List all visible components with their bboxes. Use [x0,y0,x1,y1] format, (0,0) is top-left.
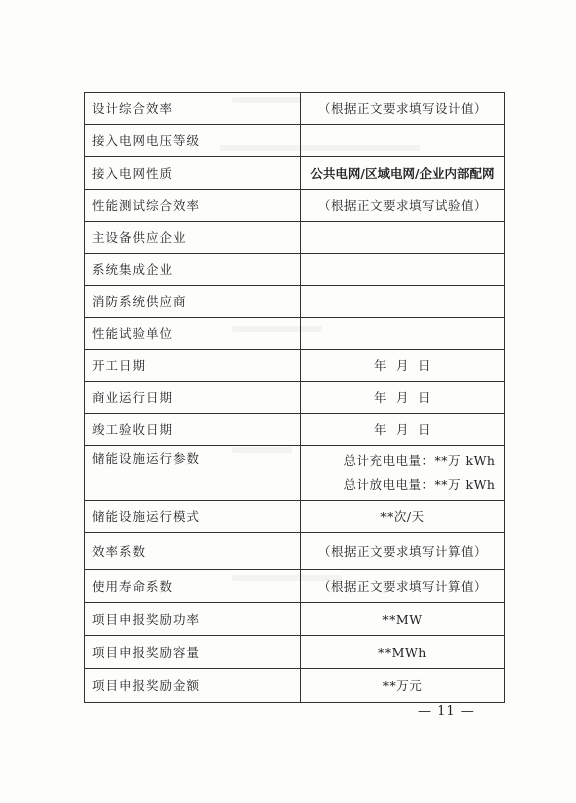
row-label: 开工日期 [85,350,301,382]
table-row [85,318,505,350]
table-row [85,222,505,254]
row-label: 接入电网电压等级 [85,125,301,157]
table-row [85,603,505,636]
row-label: 设计综合效率 [85,93,301,125]
row-label: 项目申报奖励功率 [85,603,301,636]
table-row [85,570,505,603]
row-value: **次/天 [301,501,505,533]
discharge-energy-line: 总计放电电量：**万 kWh [343,477,496,492]
row-value: **万元 [301,669,505,703]
table-row [85,501,505,533]
page-number: — 11 — [418,704,475,719]
table-row [85,93,505,125]
table-row [85,414,505,446]
table-row [85,157,505,190]
row-value: （根据正文要求填写计算值） [301,533,505,570]
row-label: 效率系数 [85,533,301,570]
row-label: 系统集成企业 [85,254,301,286]
row-value [301,222,505,254]
row-value [301,286,505,318]
row-value [301,254,505,286]
row-label: 接入电网性质 [85,157,301,190]
row-value: 年 月 日 [301,414,505,446]
row-label: 消防系统供应商 [85,286,301,318]
table-row [85,533,505,570]
table-row [85,350,505,382]
row-label: 项目申报奖励金额 [85,669,301,703]
row-label: 使用寿命系数 [85,570,301,603]
row-value [301,125,505,157]
row-value: 年 月 日 [301,382,505,414]
row-value [301,446,505,501]
row-label: 主设备供应企业 [85,222,301,254]
table-row [85,254,505,286]
table-row [85,669,505,703]
charge-energy-line: 总计充电电量：**万 kWh [343,453,496,468]
table-row [85,446,505,501]
row-value: 公共电网/区域电网/企业内部配网 [301,157,505,190]
row-value: 年 月 日 [301,350,505,382]
row-value [301,318,505,350]
table-row [85,190,505,222]
row-label: 项目申报奖励容量 [85,636,301,669]
table-row [85,125,505,157]
row-label: 性能试验单位 [85,318,301,350]
table-row [85,286,505,318]
row-value: （根据正文要求填写设计值） [301,93,505,125]
row-label: 储能设施运行参数 [85,446,301,501]
row-value: （根据正文要求填写试验值） [301,190,505,222]
row-label: 商业运行日期 [85,382,301,414]
row-value: （根据正文要求填写计算值） [301,570,505,603]
project-info-table [84,92,505,703]
row-label: 储能设施运行模式 [85,501,301,533]
row-value: **MWh [301,636,505,669]
table-row [85,382,505,414]
row-value: **MW [301,603,505,636]
table-row [85,636,505,669]
row-label: 性能测试综合效率 [85,190,301,222]
row-label: 竣工验收日期 [85,414,301,446]
